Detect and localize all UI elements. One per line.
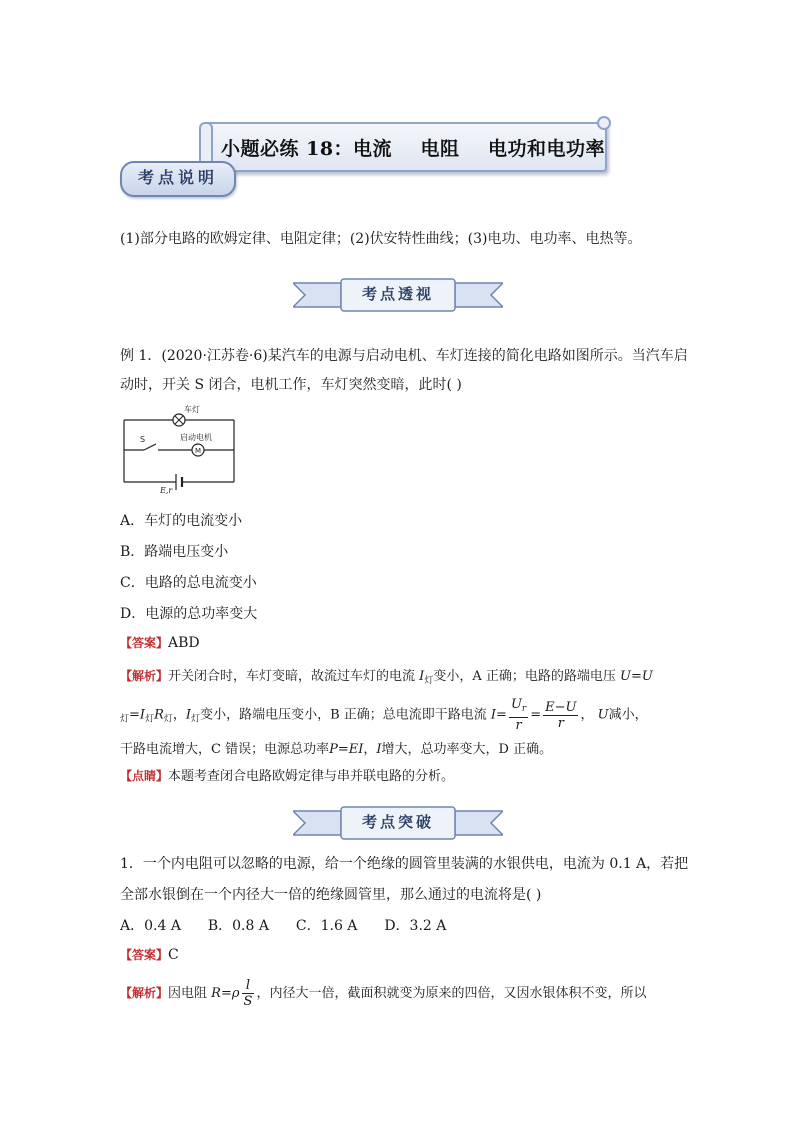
- answer-tag: 【答案】: [120, 636, 169, 650]
- option-a: A．车灯的电流变小: [120, 513, 243, 529]
- question-line-1: 1．一个内电阻可以忽略的电源，给一个绝缘的圆管里装满的水银供电，电流为 0.1 A，若把: [120, 856, 689, 872]
- motor-symbol: M: [195, 447, 202, 455]
- option-c: C．电路的总电流变小: [120, 575, 257, 591]
- analysis-line-1: 【解析】开关闭合时，车灯变暗，故流过车灯的电流 $I_灯$变小，A 正确；电路的路端电压 U=U: [120, 669, 653, 686]
- question-line-2: 全部水银倒在一个内径大一倍的绝缘圆管里，那么通过的电流将是( ): [120, 887, 542, 903]
- example-line-2: 动时，开关 S 闭合，电机工作，车灯突然变暗，此时( ): [120, 377, 462, 393]
- option-b: B．路端电压变小: [120, 544, 229, 560]
- option-d: D．电源的总功率变大: [120, 606, 258, 622]
- title-banner: [203, 122, 607, 172]
- example-line-1: 例 1．(2020·江苏卷·6)某汽车的电源与启动电机、车灯连接的简化电路如图所示。当汽车启: [120, 348, 688, 364]
- source-label: E,r: [160, 486, 173, 495]
- lamp-label: 车灯: [184, 405, 200, 414]
- q-option-c: C．1.6 A: [295, 918, 358, 934]
- section-badge: 考点说明: [120, 161, 236, 197]
- section-label-2: 考点突破: [361, 813, 434, 831]
- circuit-diagram: [118, 400, 243, 495]
- analysis-line-2: $_灯=I_灯R_灯$，$I_灯$变小，路端电压变小，B 正确；总电流即干路电流 I= $\frac{U_r}{r}$ = $\frac{E-U}{r}$ ， U减小，: [120, 697, 648, 733]
- q-option-b: B．0.8 A: [207, 918, 269, 934]
- motor-label: 启动电机: [180, 433, 212, 442]
- q-option-d: D．3.2 A: [384, 918, 447, 934]
- section-ribbon-1: [293, 277, 503, 313]
- answer-row: [120, 634, 200, 651]
- section-ribbon-2: [293, 805, 503, 841]
- switch-label: S: [140, 435, 146, 444]
- question-options: [120, 915, 446, 935]
- lamp-icon: [173, 414, 185, 426]
- q-option-a: A．0.4 A: [120, 918, 181, 934]
- q-answer-row: 【答案】C: [120, 947, 179, 963]
- analysis-line-3: 干路电流增大，C 错误；电源总功率P=EI，I增大，总功率变大，D 正确。: [120, 742, 553, 757]
- answer-value: ABD: [168, 635, 200, 651]
- page-title: 小题必练 18：电流 电阻 电功和电功率: [221, 138, 605, 160]
- scroll-curl-right: [597, 116, 611, 130]
- q-analysis-row: 【解析】因电阻 R=ρ $\frac{l}{S}$ ，内径大一倍，截面积就变为原来的四倍，又因水银体积不变，所以: [120, 978, 647, 1009]
- section-label-1: 考点透视: [361, 285, 434, 303]
- tip-row: 【点睛】本题考查闭合电路欧姆定律与串并联电路的分析。: [120, 769, 455, 784]
- intro-text: (1)部分电路的欧姆定律、电阻定律；(2)伏安特性曲线；(3)电功、电功率、电热等。: [120, 231, 642, 247]
